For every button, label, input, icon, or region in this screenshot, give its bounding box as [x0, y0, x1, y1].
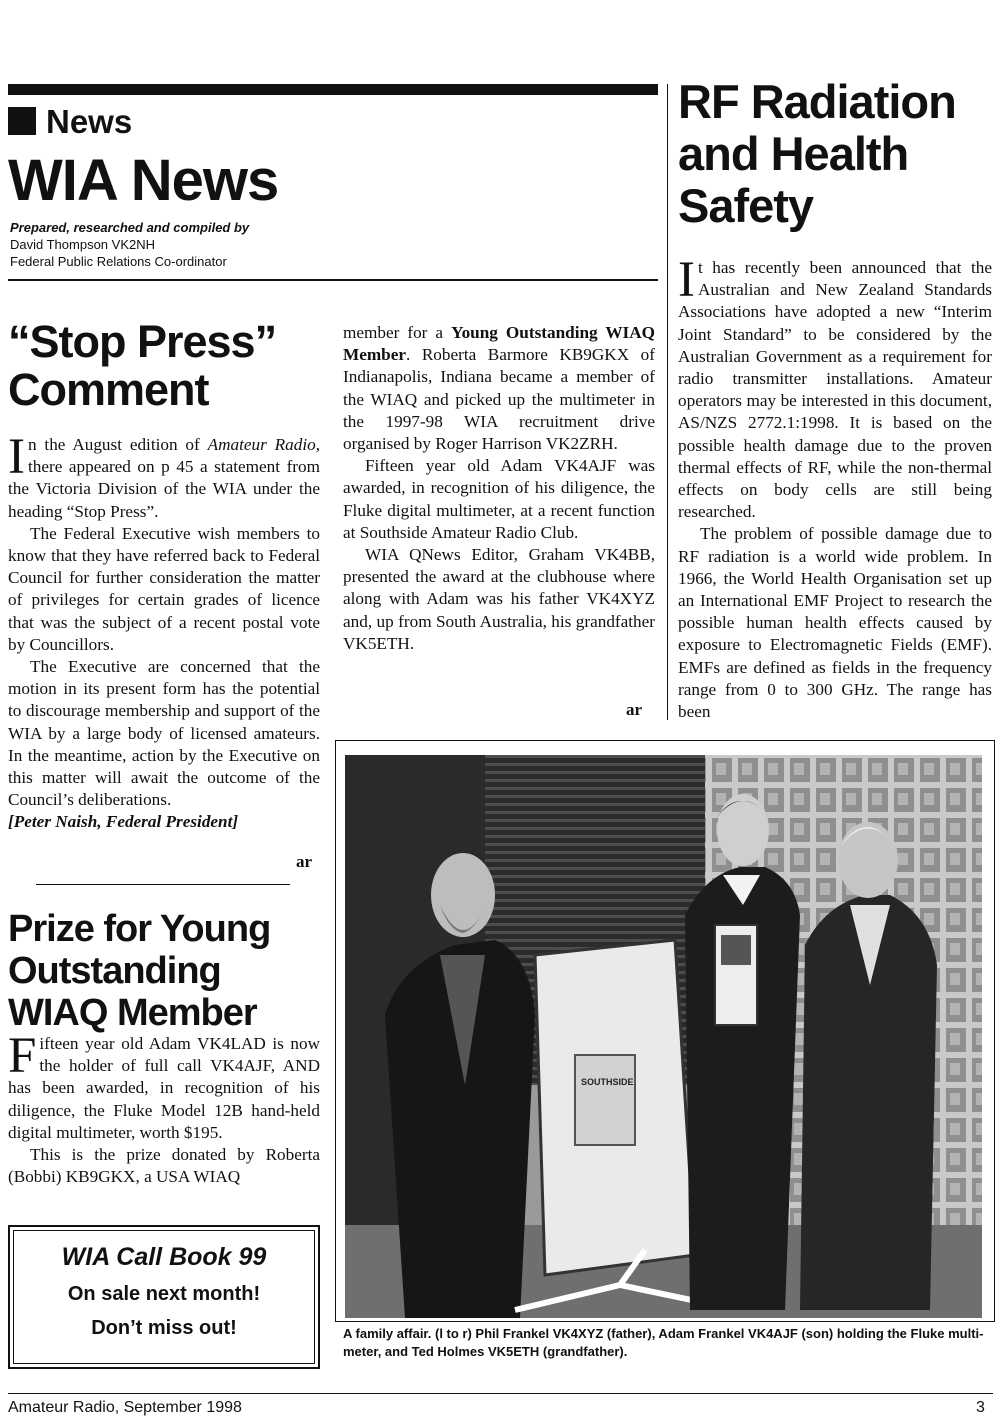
prize-end-mark: ar	[626, 700, 643, 719]
column-divider	[667, 84, 668, 720]
callbook-title: WIA Call Book 99	[61, 1243, 267, 1271]
person-left-head	[431, 853, 495, 937]
rf-article-title: RF Radiation and Health Safety	[678, 75, 956, 232]
rf-article-body	[678, 252, 992, 723]
stop-press-body	[8, 429, 321, 834]
callbook-line-2: Don’t miss out!	[91, 1317, 237, 1339]
stop-press-paragraph-3: The Executive are concerned that the motion in its present form has the potential to discourage membership and support of the WIA by a large body of licensed amateurs. In the meantime, action by the Executive on this matter will await the outcome of the Council’s deliberations.	[8, 657, 320, 810]
sign-text: SOUTHSIDE	[581, 1077, 634, 1087]
prize-col2-paragraph-2: Fifteen year old Adam VK4AJF was awarded, in recognition of his diligence, the Fluke digital multimeter, at a recent function at Southside Amateur Radio Club.	[343, 456, 655, 542]
rf-paragraph-2: The problem of possible damage due to RF radiation is a world wide problem. In 1966, the World Health Organisation set up an International EMF Project to research the possible human health effects caused by exposure to Electromagnetic Fields (EMF). EMFs are defined as fields in the frequency range from 0 to 300 GHz. The range has been	[678, 524, 992, 722]
byline-rule	[8, 279, 658, 281]
page-title: WIA News	[8, 148, 279, 213]
stop-press-dropcap: I	[8, 429, 25, 485]
photo-caption: A family affair. (l to r) Phil Frankel VK4XYZ (father), Adam Frankel VK4AJF (son) holding the Fluke multi-meter, and Ted Holmes VK5ETH (grandfather).	[343, 1326, 984, 1359]
byline-line-2: David Thompson VK2NH	[10, 237, 155, 252]
page-number: 3	[976, 1399, 985, 1416]
prize-paragraph-2: This is the prize donated by Roberta (Bobbi) KB9GKX, a USA WIAQ	[8, 1145, 320, 1187]
stop-press-signature: [Peter Naish, Federal President]	[8, 812, 239, 832]
section-label	[8, 103, 132, 141]
section-label-text: News	[46, 103, 133, 140]
family-photo	[345, 755, 982, 1318]
rf-dropcap: I	[678, 252, 695, 308]
person-right-head	[838, 822, 898, 898]
sign-logo	[575, 1055, 635, 1145]
square-bullet-icon	[8, 107, 36, 135]
person-middle-head	[717, 794, 769, 866]
prize-dropcap: F	[8, 1028, 37, 1084]
article-separator	[36, 884, 290, 885]
byline-line-3: Federal Public Relations Co-ordinator	[10, 254, 227, 269]
prize-col2-paragraph-3: WIA QNews Editor, Graham VK4BB, presented the award at the clubhouse where along with Adam was his father VK4XYZ and, up from South Australia, his grandfather VK5ETH.	[343, 545, 655, 653]
prize-body-col2	[343, 322, 655, 655]
prize-col2-paragraph-1: member for a Young Outstanding WIAQ Member. Roberta Barmore KB9GKX of Indianapolis, Indiana became a member of the WIAQ and picked up the multimeter in the 1997-98 WIA recruitment drive organised by Roger Harrison VK2ZRH.	[343, 323, 655, 454]
stop-press-title: “Stop Press” Comment	[8, 316, 277, 415]
header-rule	[8, 84, 658, 95]
stop-press-end-mark: ar	[296, 852, 313, 871]
prize-paragraph-1: Fifteen year old Adam VK4LAD is now the holder of full call VK4AJF, AND has been awarded, in recognition of his diligence, the Fluke Model 12B hand-held digital multimeter, worth $195.	[8, 1028, 320, 1142]
byline-line-1: Prepared, researched and compiled by	[10, 220, 250, 235]
footer-publication: Amateur Radio, September 1998	[8, 1399, 242, 1416]
prize-body-col1	[8, 1028, 320, 1188]
prize-title: Prize for Young Outstanding WIAQ Member	[8, 908, 271, 1034]
byline	[10, 219, 249, 270]
footer-rule	[8, 1393, 993, 1394]
stop-press-paragraph-1: In the August edition of Amateur Radio, there appeared on p 45 a statement from the Victoria Division of the WIA under the heading “Stop Press”.	[8, 429, 321, 521]
rf-paragraph-1: It has recently been announced that the Australian and New Zealand Standards Associations have adopted a new “Interim Joint Standard” to be considered by the Australian Government as a requirement for radio transmitter installations. Amateur operators may be interested in this document, AS/NZS 2772.1:1998. It is based on the possible health damage due to the proven thermal effects of RF, while the non-thermal effects on body cells are still being researched.	[678, 252, 992, 522]
callbook-ad-box	[8, 1225, 320, 1369]
stop-press-paragraph-2: The Federal Executive wish members to know that they have referred back to Federal Council for further consideration the matter of privileges for certain grades of licence that was the subject of a recent postal vote by Councillors.	[8, 523, 320, 654]
callbook-line-1: On sale next month!	[67, 1283, 261, 1305]
multimeter-display	[721, 935, 751, 965]
